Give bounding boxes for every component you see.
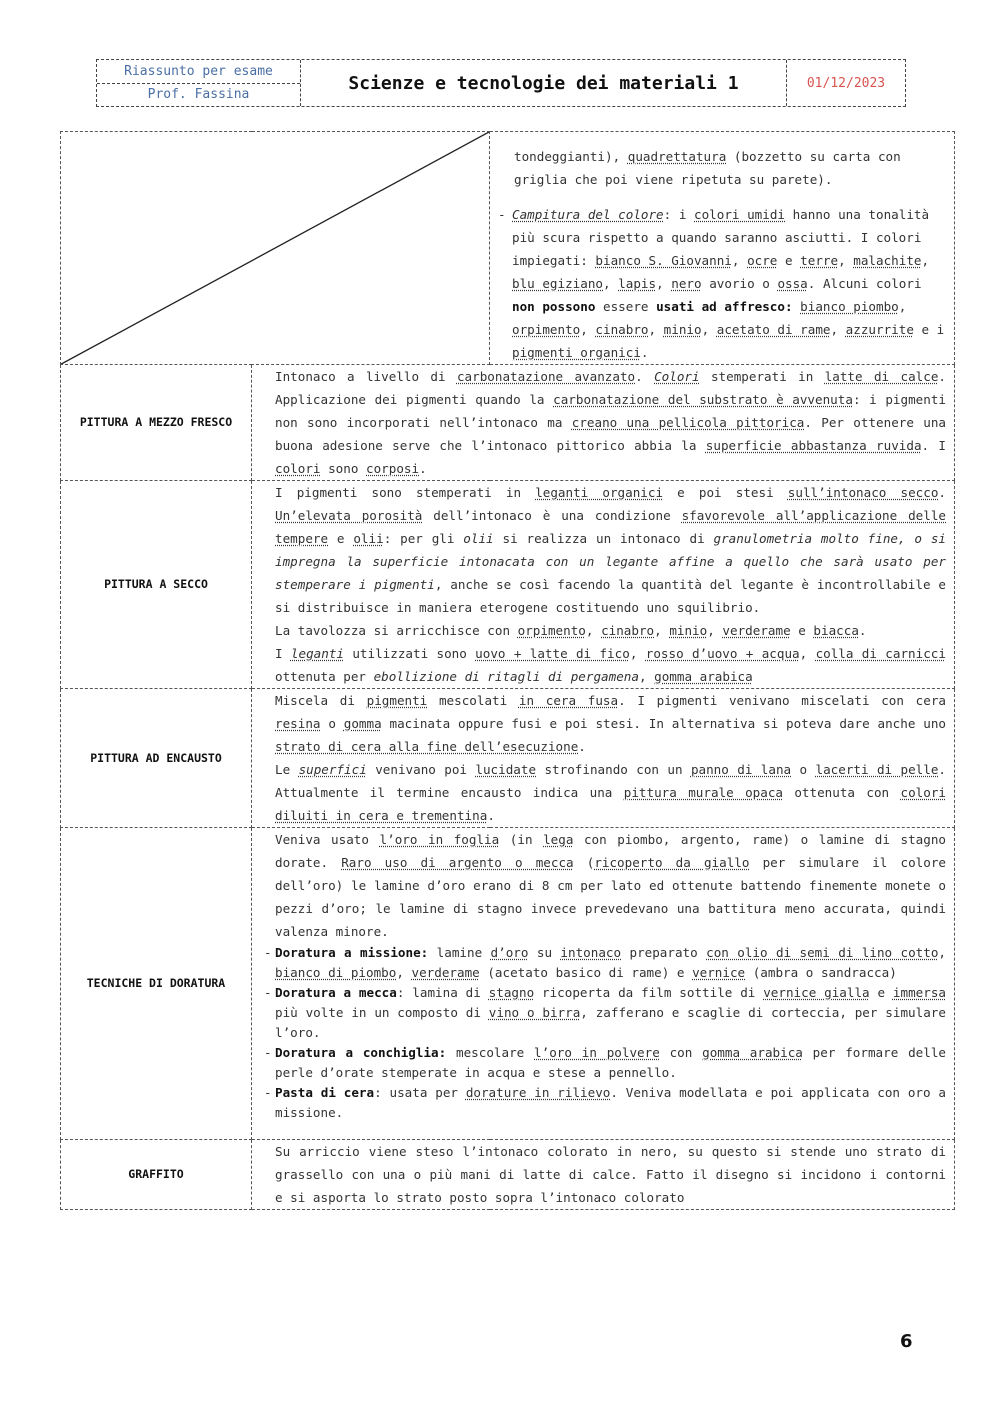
row-content: Su arriccio viene steso l’intonaco colorato in nero, su questo si stende uno strato di grassello con una o più mani di latte di calce. Fatto il disegno si incidono i contorni e si asporta lo strato posto sopra l’intonaco colorato	[252, 1140, 955, 1210]
header-subtitle: Riassunto per esame	[97, 60, 300, 84]
row-label: PITTURA A SECCO	[61, 481, 252, 689]
header-professor: Prof. Fassina	[147, 87, 250, 103]
list-item: - Doratura a missione: lamine d’oro su intonaco preparato con olio di semi di lino cotto, bianco di piombo, verderame (acetato basico di rame) e vernice (ambra o sandracca)	[264, 945, 946, 981]
page-number: 6	[900, 1331, 913, 1352]
row-label: PITTURA A MEZZO FRESCO	[61, 365, 252, 481]
document-header	[96, 59, 906, 107]
row-label: PITTURA AD ENCAUSTO	[61, 689, 252, 828]
list-item: - Doratura a mecca: lamina di stagno ricoperta da film sottile di vernice gialla e immersa più volte in un composto di vino o birra, zafferano e scaglie di corteccia, per simulare l’oro.	[264, 985, 946, 1041]
list-item: - Pasta di cera: usata per dorature in rilievo. Veniva modellata e poi applicata con oro a missione.	[264, 1085, 946, 1121]
table-row	[61, 828, 955, 1140]
content-table	[60, 131, 955, 1210]
header-title: Scienze e tecnologie dei materiali 1	[348, 72, 739, 94]
table-row	[61, 132, 955, 365]
row-content: I pigmenti sono stemperati in leganti organici e poi stesi sull’intonaco secco. Un’elevata porosità dell’intonaco è una condizione sfavorevole all’applicazione delle tempere e olii: per gli olii si realizza un intonaco di granulometria molto fine, o si impregna la superficie intonacata con un legante affine a quello che sarà usato per stemperare i pigmenti, anche se così facendo la quantità del legante è incontrollabile e si distribuisce in maniera eterogene costituendo uno squilibrio. La tavolozza si arricchisce con orpimento, cinabro, minio, verderame e biacca. I leganti utilizzati sono uovo + latte di fico, rosso d’uovo + acqua, colla di carnicci ottenuta per ebollizione di ritagli di pergamena, gomma arabica	[252, 481, 955, 689]
row-content: Miscela di pigmenti mescolati in cera fusa. I pigmenti venivano miscelati con cera resina o gomma macinata oppure fusi e poi stesi. In alternativa si poteva dare anche uno strato di cera alla fine dell’esecuzione. Le superfici venivano poi lucidate strofinando con un panno di lana o lacerti di pelle. Attualmente il termine encausto indica una pittura murale opaca ottenuta con colori diluiti in cera e trementina.	[252, 689, 955, 828]
row-label: GRAFFITO	[61, 1140, 252, 1210]
list-item: - Campitura del colore: i colori umidi hanno una tonalità più scura rispetto a quando saranno asciutti. I colori impiegati: bianco S. Giovanni, ocre e terre, malachite, blu egiziano, lapis, nero avorio o ossa. Alcuni colori non possono essere usati ad affresco: bianco piombo, orpimento, cinabro, minio, acetato di rame, azzurrite e i pigmenti organici.	[498, 207, 945, 361]
list-item: - Doratura a conchiglia: mescolare l’oro in polvere con gomma arabica per formare delle perle d’orate stemperate in acqua e stese a pennello.	[264, 1045, 946, 1081]
table-row	[61, 365, 955, 481]
header-date: 01/12/2023	[786, 60, 905, 106]
diagonal-line	[61, 132, 489, 364]
text-line: tondeggianti), quadrettatura (bozzetto su carta con griglia che poi viene ripetuta su parete).	[514, 148, 901, 187]
row-content: Veniva usato l’oro in foglia (in lega con piombo, argento, rame) o lamine di stagno dorate. Raro uso di argento o mecca (ricoperto da giallo per simulare il colore dell’oro) le lamine d’oro erano di 8 cm per lato ed ottenute battendo finemente monete o pezzi d’oro; le lamine di stagno invece prevedevano una battitura meno accurata, quindi valenza minore. - Doratura a missione: lamine d’oro su intonaco preparato con olio di semi di lino cotto, bianco di piombo, verderame (acetato basico di rame) e vernice (ambra o sandracca) - Doratura a mecca: lamina di stagno ricoperta da film sottile di vernice gialla e immersa più volte in un composto di vino o birra, zafferano e scaglie di corteccia, per simulare l’oro. - Doratura a conchiglia: mescolare l’oro in polvere con gomma arabica per formare delle perle d’orate stemperate in acqua e stese a pennello. - Pasta di cera: usata per dorature in rilievo. Veniva modellata e poi applicata con oro a missione.	[252, 828, 955, 1140]
row-content: Intonaco a livello di carbonatazione avanzato. Colori stemperati in latte di calce. Applicazione dei pigmenti quando la carbonatazione del substrato è avvenuta: i pigmenti non sono incorporati nell’intonaco ma creano una pellicola pittorica. Per ottenere una buona adesione serve che l’intonaco pittorico abbia la superficie abbastanza ruvida. I colori sono corposi.	[252, 365, 955, 481]
table-row	[61, 689, 955, 828]
diagonal-cell	[61, 132, 490, 365]
table-row	[61, 481, 955, 689]
header-left	[97, 60, 301, 106]
continuation-cell	[490, 132, 955, 365]
row-label: TECNICHE DI DORATURA	[61, 828, 252, 1140]
table-row	[61, 1140, 955, 1210]
